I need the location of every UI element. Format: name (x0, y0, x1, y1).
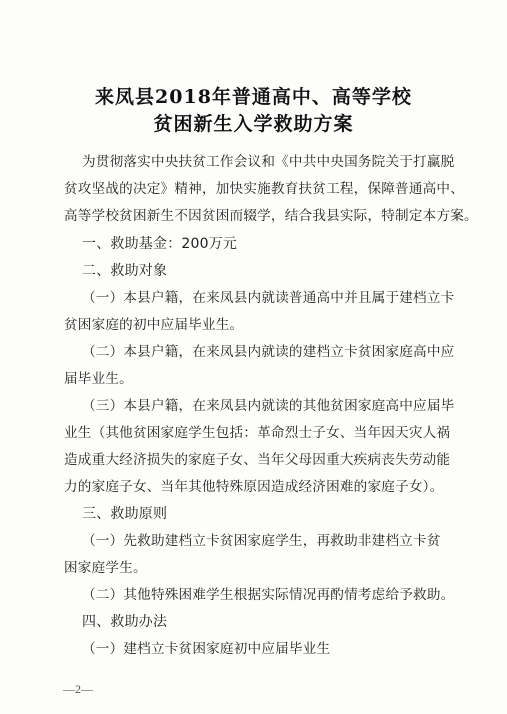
page-number: —2— (63, 682, 93, 696)
paragraph-line: 贫攻坚战的决定》精神，加快实施教育扶贫工程，保障普通高中、 (64, 181, 465, 197)
section-heading: 四、救助办法 (82, 614, 168, 630)
paragraph-line: 业生（其他贫困家庭学生包括：革命烈士子女、当年因天灾人祸 (64, 425, 451, 441)
section-heading: 二、救助对象 (82, 263, 168, 279)
paragraph-line: （二）本县户籍，在来凤县内就读的建档立卡贫困家庭高中应 (82, 344, 455, 360)
paragraph-line: （一）本县户籍，在来凤县内就读普通高中并且属于建档立卡 (82, 290, 455, 306)
paragraph-line: 贫困家庭的初中应届毕业生。 (64, 317, 244, 333)
document-title-line-1: 来凤县2018年普通高中、高等学校 (95, 86, 412, 108)
section-heading: 一、救助基金：200万元 (82, 236, 238, 252)
paragraph-line: （二）其他特殊困难学生根据实际情况再酌情考虑给予救助。 (82, 587, 455, 603)
section-heading: 三、救助原则 (82, 506, 168, 522)
paragraph-line: 造成重大经济损失的家庭子女、当年父母因重大疾病丧失劳动能 (64, 452, 451, 468)
document-title-line-2: 贫困新生入学救助方案 (153, 113, 354, 135)
paragraph-line: 为贯彻落实中央扶贫工作会议和《中共中央国务院关于打赢脱 (82, 154, 455, 170)
paragraph-line: （三）本县户籍，在来凤县内就读的其他贫困家庭高中应届毕 (82, 398, 455, 414)
paragraph-line: （一）先救助建档立卡贫困家庭学生，再救助非建档立卡贫 (82, 533, 441, 549)
paragraph-line: 高等学校贫困新生不因贫困而辍学，结合我县实际，特制定本方案。 (64, 208, 478, 224)
paragraph-line: （一）建档立卡贫困家庭初中应届毕业生 (82, 641, 331, 657)
paragraph-line: 力的家庭子女、当年其他特殊原因造成经济困难的家庭子女）。 (64, 479, 444, 495)
paragraph-line: 困家庭学生。 (64, 560, 147, 576)
paragraph-line: 届毕业生。 (64, 371, 133, 387)
